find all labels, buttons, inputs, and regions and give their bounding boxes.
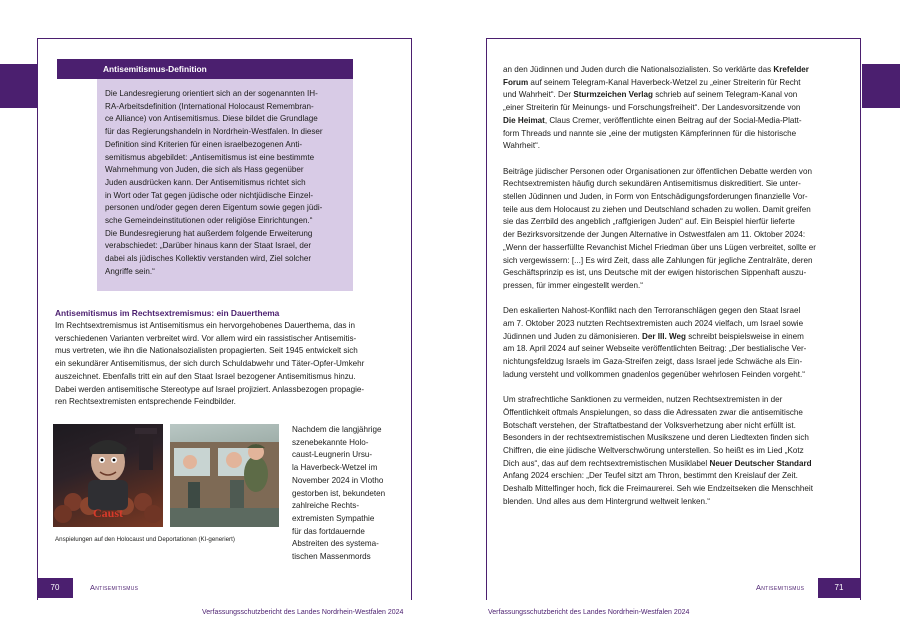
side-column-line: zahlreiche Rechts- bbox=[292, 501, 360, 511]
definition-line: Die Landesregierung orientiert sich an der sogenannten IH- bbox=[105, 89, 318, 98]
organization-name: Die Heimat bbox=[503, 115, 545, 125]
definition-line: Die Bundesregierung hat außerdem folgende Erweiterung bbox=[105, 228, 313, 238]
text-segment: pressen, für immer eingestellt werden.“ bbox=[503, 280, 643, 290]
side-column-line: szenebekannte Holo- bbox=[292, 437, 369, 447]
definition-line: semitismus abgebildet: „Antisemitismus ist eine bestimmte bbox=[105, 152, 315, 162]
soldier-figure bbox=[244, 456, 268, 492]
text-segment: am 7. Oktober 2023 nutzten Rechtsextremisten auch 2024 vielfach, um Israel sowie bbox=[503, 319, 804, 329]
organization-name: Neuer Deutscher Standard bbox=[709, 458, 812, 468]
text-segment: sie das Zerrbild des angeblich „raffgierigen Juden“ auf. Ein Beispiel hierfür lieferte bbox=[503, 217, 795, 227]
side-column-line: November 2024 in Vlotho bbox=[292, 475, 384, 485]
definition-line: verabschiedet: „Darüber hinaus kann der Staat Israel, der bbox=[105, 241, 312, 251]
page-number-left: 70 bbox=[37, 578, 73, 598]
definition-line: dabei als jüdisches Kollektiv verstanden wird, Ziel solcher bbox=[105, 254, 312, 264]
definition-line: ce Alliance) von Antisemitismus. Diese bildet die Grundlage bbox=[105, 114, 318, 124]
side-column-line: Nachdem die langjährige bbox=[292, 425, 382, 434]
left-chapter-tab bbox=[0, 64, 38, 108]
right-page-text bbox=[503, 64, 845, 521]
side-column-line: tischen Massenmords bbox=[292, 552, 371, 562]
text-segment: „einer Streiterin für Meinungs- und Forschungsfreiheit“. Der Landesvorsitzende von bbox=[503, 103, 801, 113]
definition-line: Wahrnehmung von Juden, die sich als Hass gegenüber bbox=[105, 165, 304, 175]
text-segment: Den eskalierten Nahost-Konflikt nach den Terroranschlägen gegen den Staat Israel bbox=[503, 306, 801, 316]
text-segment: schrieb auf seinem Telegram-Kanal von bbox=[652, 90, 798, 100]
definition-line: sche Gemeindeinstitutionen oder religiöse Einrichtungen.“ bbox=[105, 216, 313, 226]
definition-line: personen und/oder gegen deren Eigentum sowie gegen jüdi- bbox=[105, 203, 323, 213]
text-segment: Um strafrechtliche Sanktionen zu vermeiden, nutzen Rechtsextremisten in der bbox=[503, 395, 783, 405]
side-column-line: caust-Leugnerin Ursu- bbox=[292, 450, 373, 460]
text-segment: , Claus Cremer, veröffentlichte einen Beitrag auf der Social-Media-Platt- bbox=[544, 115, 802, 125]
text-segment: teile aus dem Holocaust zu ziehen und Deutschland schaden zu wollen. Damit greifen bbox=[503, 204, 811, 214]
definition-line: Definition sind Kriterien für einen israelbezogenen Anti- bbox=[105, 139, 303, 149]
organization-name: Forum bbox=[503, 77, 529, 87]
organization-name: Sturmzeichen Verlag bbox=[573, 90, 653, 100]
section-line: ein sekundärer Antisemitismus, der sich durch Schuldabwehr und Täter-Opfer-Umkehr bbox=[55, 359, 365, 369]
side-column-text bbox=[292, 424, 402, 564]
text-segment: Besonders in der rechtsextremistischen Musikszene und deren Liedtexten finden sich bbox=[503, 433, 809, 443]
section-line: ren Rechtsextremisten entsprechende Feindbilder. bbox=[55, 397, 236, 407]
page-number-right: 71 bbox=[818, 578, 860, 598]
definition-line: für das Regierungshandeln in Nordrhein-Westfalen. In dieser bbox=[105, 127, 323, 137]
text-segment: Dich aus“, das auf dem rechtsextremistischen Musiklabel bbox=[503, 458, 710, 468]
footer-left: Verfassungsschutzbericht des Landes Nordrhein-Westfalen 2024 bbox=[202, 609, 404, 616]
deportation-train-image bbox=[170, 424, 279, 527]
section-line: Dabei werden antisemitische Stereotype auf Israel projiziert. Anlassbezogen propagie- bbox=[55, 384, 365, 394]
organization-name: Krefelder bbox=[773, 65, 809, 74]
section-line: verschiedenen Varianten verbreitet wird. Vor allem wird ein rassistischer Antisemitis- bbox=[55, 333, 357, 343]
definition-box-title: Antisemitismus-Definition bbox=[57, 59, 353, 79]
text-segment: Jüdinnen und Juden zu dämonisieren. bbox=[503, 331, 643, 341]
text-segment: Öffentlichkeit oftmals Anspielungen, so dass die Adressaten zwar die antisemitische bbox=[503, 407, 803, 417]
side-column-line: gestorben ist, bekundeten bbox=[292, 488, 386, 498]
text-segment: form Threads und nannte sie „eine der mutigsten Kämpferinnen für die historische bbox=[503, 128, 797, 138]
definition-line: in Wort oder Tat gegen jüdische oder nichtjüdische Einzel- bbox=[105, 190, 314, 200]
section-line: mus vertreten, wie ihn die Nationalsozialisten propagierten. Seit 1945 entwickelt sich bbox=[55, 346, 358, 356]
definition-line: Angriffe sein.“ bbox=[105, 266, 155, 276]
text-segment: der Bezirksvorsitzende der Jungen Alternative in Ostwestfalen am 11. Oktober 2024: bbox=[503, 230, 806, 240]
text-segment: blenden. Und alles aus dem Hintergrund weltweit lenken.“ bbox=[503, 496, 710, 506]
text-segment: schreibt beispielsweise in einem bbox=[685, 331, 804, 341]
side-column-line: Abstreiten des systema- bbox=[292, 539, 379, 549]
poster-title-text: Caust bbox=[92, 506, 124, 520]
text-segment: Anfang 2024 erschien: „Der Teufel sitzt am Thron, bestimmt den Kreislauf der Zeit. bbox=[503, 471, 798, 481]
side-column-line: extremisten Sympathie bbox=[292, 513, 375, 523]
footer-right: Verfassungsschutzbericht des Landes Nordrhein-Westfalen 2024 bbox=[488, 609, 690, 616]
text-segment: Botschaft verstehen, der Straftatbestand der Volksverhetzung aber nicht erfüllt ist. bbox=[503, 420, 796, 430]
right-paragraph bbox=[503, 305, 845, 381]
section-text bbox=[55, 320, 400, 409]
text-segment: Rechtsextremisten häufig durch sekundären Antisemitismus diskreditiert. Sie unter- bbox=[503, 179, 801, 189]
section-title: Antisemitismus im Rechtsextremismus: ein Dauerthema bbox=[55, 308, 280, 318]
right-paragraph bbox=[503, 394, 845, 508]
text-segment: Wahrheit“. bbox=[503, 141, 541, 151]
watchtower-shape bbox=[139, 430, 153, 470]
side-column-line: für das fortdauernde bbox=[292, 526, 365, 536]
chapter-label-right: Antisemitismus bbox=[756, 583, 805, 592]
text-segment: am 18. April 2024 auf seiner Webseite veröffentlichten Beitrag: „Der bestialische Ver- bbox=[503, 344, 807, 354]
text-segment: nichtungsfeldzug Israels im Gaza-Streifen zeigt, dass Israel jede Schwäche als Ein- bbox=[503, 357, 803, 367]
definition-line: Juden ausdrücken kann. Der Antisemitismus richtet sich bbox=[105, 177, 306, 187]
section-line: auszeichnet. Ebenfalls tritt ein auf den Staat Israel bezogener Antisemitismus hinzu. bbox=[55, 371, 356, 381]
text-segment: „Wenn der hasserfüllte Revanchist Michel Friedman über uns Lügen verbreitet, sollte er bbox=[503, 242, 816, 252]
definition-box-body bbox=[97, 79, 353, 291]
chapter-label-left: Antisemitismus bbox=[90, 583, 139, 592]
right-paragraph bbox=[503, 64, 845, 153]
organization-name: Der III. Weg bbox=[642, 331, 686, 341]
text-segment: ladung versteht und vollkommen gnadenlos gegenüber wehrlosen Feinden vorgeht.“ bbox=[503, 369, 805, 379]
text-segment: an den Jüdinnen und Juden durch die Nationalsozialisten. So verklärte das bbox=[503, 65, 774, 74]
definition-box-lines bbox=[105, 88, 345, 279]
right-chapter-tab bbox=[862, 64, 900, 108]
text-segment: Deshalb Mittelfinger hoch, fick die Freimaurerei. Seh wie Endzeitseken die Menschheit bbox=[503, 484, 813, 494]
text-segment: auf seinem Telegram-Kanal Haverbeck-Wetzel zu „einer Streiterin für Recht bbox=[528, 77, 801, 87]
text-segment: Beiträge jüdischer Personen oder Organisationen zur öffentlichen Debatte werden von bbox=[503, 166, 812, 176]
side-column-line: la Haverbeck-Wetzel im bbox=[292, 463, 378, 473]
right-paragraph bbox=[503, 166, 845, 293]
text-segment: und Wahrheit“. Der bbox=[503, 90, 574, 100]
text-segment: Geschäftsprinzip es ist, uns Deutsche mit der ewigen historischen Sippenhaft auszu- bbox=[503, 268, 807, 278]
caust-poster-image bbox=[53, 424, 163, 527]
text-segment: Chiffren, die eine jüdische Weltverschwörung unterstellen. So heißt es im Lied „Kotz bbox=[503, 446, 804, 456]
definition-line: RA-Arbeitsdefinition (International Holocaust Remembran- bbox=[105, 101, 314, 111]
text-segment: sich vergewissern: [...] Es wird Zeit, dass alle Zahlungen für jegliche Zentralräte, deren bbox=[503, 255, 813, 265]
text-segment: stellen Jüdinnen und Juden, in Form von Entschädigungsforderungen finanzielle Vor- bbox=[503, 192, 808, 202]
image-caption: Anspielungen auf den Holocaust und Deportationen (KI-generiert) bbox=[55, 536, 235, 543]
section-line: Im Rechtsextremismus ist Antisemitismus ein hervorgehobenes Dauerthema, das in bbox=[55, 321, 356, 330]
